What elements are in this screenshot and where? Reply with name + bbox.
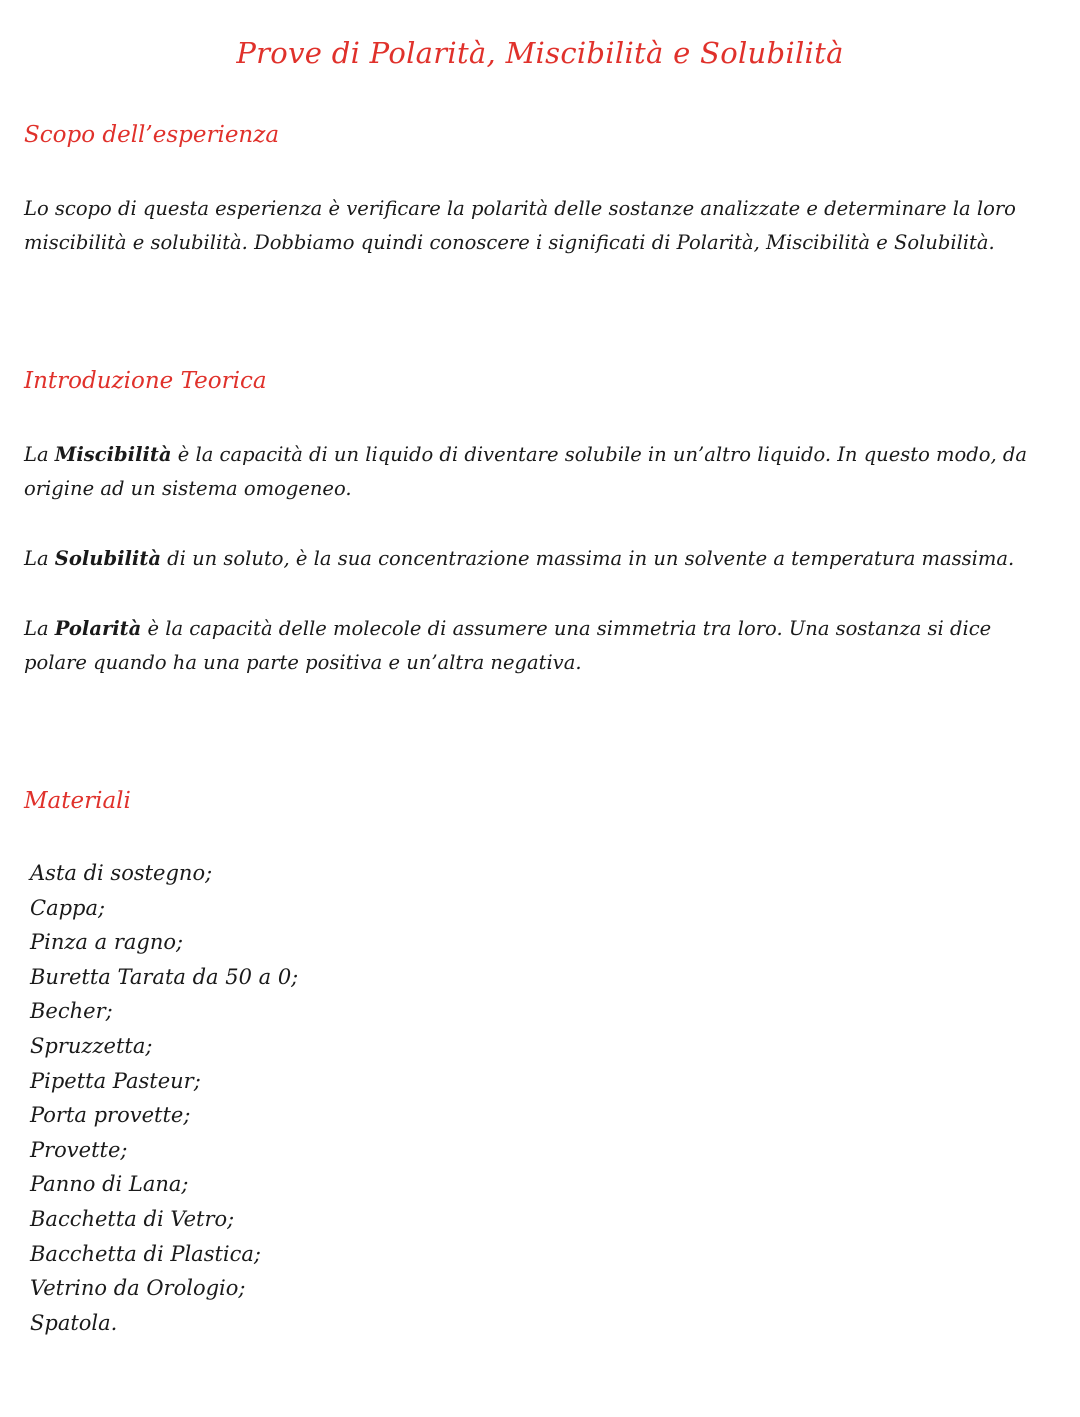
miscibilita-paragraph — [24, 438, 1059, 506]
miscibilita-text: è la capacità di un liquido di diventare solubile in un’altro liquido. In questo modo, da origine ad un sistema omogeneo. — [24, 443, 1028, 500]
section-heading-materiali: Materiali — [24, 788, 131, 814]
polarita-text: è la capacità delle molecole di assumere una simmetria tra loro. Una sostanza si dice polare quando ha una parte positiva e un’altra negativa. — [24, 617, 992, 674]
scopo-paragraph: Lo scopo di questa esperienza è verificare la polarità delle sostanze analizzate e determinare la loro miscibilità e solubilità. Dobbiamo quindi conoscere i significati di Polarità, Miscibilità e Solubilità. — [24, 197, 1016, 254]
miscibilita-prefix: La — [24, 443, 55, 466]
section-heading-scopo: Scopo dell’esperienza — [24, 122, 280, 148]
list-item: Vetrino da Orologio; — [30, 1276, 246, 1301]
list-item: Buretta Tarata da 50 a 0; — [30, 964, 299, 989]
list-item: Bacchetta di Plastica; — [30, 1241, 261, 1266]
solubilita-term: Solubilità — [54, 547, 161, 570]
list-item: Becher; — [30, 999, 113, 1024]
list-item: Spruzzetta; — [30, 1033, 153, 1058]
section-heading-introduzione: Introduzione Teorica — [24, 368, 267, 394]
solubilita-text: di un soluto, è la sua concentrazione massima in un solvente a temperatura massima. — [160, 547, 1015, 570]
materials-list — [30, 856, 298, 1340]
list-item: Provette; — [30, 1137, 128, 1162]
list-item: Spatola. — [30, 1310, 118, 1335]
list-item: Asta di sostegno; — [30, 861, 213, 885]
polarita-prefix: La — [24, 617, 55, 640]
solubilita-paragraph — [24, 542, 1059, 576]
list-item: Porta provette; — [30, 1103, 191, 1128]
miscibilita-term: Miscibilità — [54, 443, 172, 466]
document-title: Prove di Polarità, Miscibilità e Solubilità — [236, 36, 844, 70]
list-item: Pinza a ragno; — [30, 930, 184, 955]
solubilita-prefix: La — [24, 547, 55, 570]
list-item: Pipetta Pasteur; — [30, 1068, 201, 1093]
polarita-term: Polarità — [54, 617, 142, 640]
polarita-paragraph — [24, 612, 1059, 680]
list-item: Cappa; — [30, 895, 106, 920]
list-item: Bacchetta di Vetro; — [30, 1206, 235, 1231]
list-item: Panno di Lana; — [30, 1172, 189, 1197]
